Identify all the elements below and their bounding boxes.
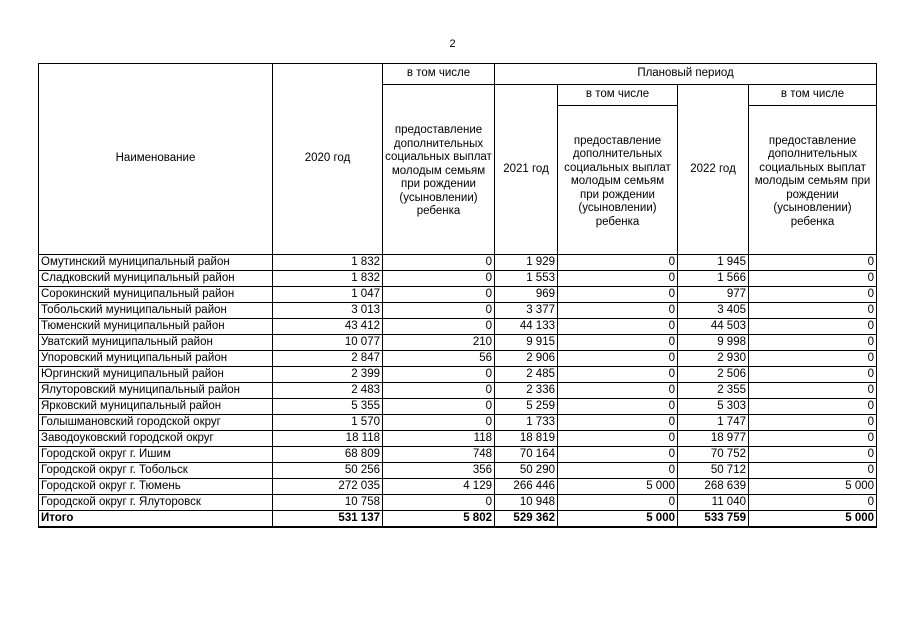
cell-2021-including: 0 [558,399,678,415]
page-number: 2 [449,38,456,50]
table-row [39,287,877,303]
cell-2021-including: 0 [558,319,678,335]
cell-2021-including: 0 [558,255,678,271]
header-row-top [39,64,877,85]
cell-2020: 10 077 [273,335,383,351]
cell-2022-including: 0 [749,303,877,319]
table-body [39,255,877,528]
cell-2022-including: 0 [749,463,877,479]
cell-name: Городской округ г. Ишим [39,447,273,463]
table-row [39,431,877,447]
cell-2020: 1 832 [273,271,383,287]
cell-2020: 1 047 [273,287,383,303]
cell-2020-including: 0 [383,383,495,399]
table-row [39,335,877,351]
cell-2021-including: 0 [558,383,678,399]
cell-2022: 1 566 [678,271,749,287]
header-description-2021: предоставление дополнительных социальных выплат молодым семьям при рождении (усыновлении) ребенка [558,106,678,255]
cell-name: Уватский муниципальный район [39,335,273,351]
table-row [39,399,877,415]
cell-name: Омутинский муниципальный район [39,255,273,271]
cell-2021-including: 0 [558,431,678,447]
cell-2020: 2 483 [273,383,383,399]
cell-2020: 1 832 [273,255,383,271]
cell-2021: 529 362 [495,511,558,528]
cell-2021-including: 5 000 [558,479,678,495]
cell-2020-including: 5 802 [383,511,495,528]
cell-2022-including: 0 [749,415,877,431]
cell-2021: 2 336 [495,383,558,399]
cell-2022: 2 506 [678,367,749,383]
header-including-2021: в том числе [558,85,678,106]
table-row [39,495,877,511]
cell-2020-including: 748 [383,447,495,463]
cell-2020: 50 256 [273,463,383,479]
cell-2020: 68 809 [273,447,383,463]
cell-2022: 18 977 [678,431,749,447]
budget-table [38,63,877,528]
header-description-2022: предоставление дополнительных социальных выплат молодым семьям при рождении (усыновлении) ребенка [749,106,877,255]
cell-2021-including: 0 [558,271,678,287]
cell-name: Сладковский муниципальный район [39,271,273,287]
cell-2022: 9 998 [678,335,749,351]
header-name: Наименование [39,64,273,255]
cell-2021-including: 0 [558,303,678,319]
cell-2021: 969 [495,287,558,303]
cell-2020-including: 0 [383,319,495,335]
cell-2022-including: 0 [749,255,877,271]
cell-2022-including: 0 [749,399,877,415]
cell-2021: 18 819 [495,431,558,447]
cell-2020-including: 0 [383,271,495,287]
cell-2021-including: 0 [558,495,678,511]
cell-2021: 44 133 [495,319,558,335]
cell-2022: 977 [678,287,749,303]
cell-2022-including: 0 [749,367,877,383]
cell-2022: 2 355 [678,383,749,399]
cell-name: Юргинский муниципальный район [39,367,273,383]
cell-2020: 531 137 [273,511,383,528]
cell-2020: 5 355 [273,399,383,415]
cell-2021-including: 0 [558,335,678,351]
cell-2021: 2 906 [495,351,558,367]
cell-2020-including: 210 [383,335,495,351]
cell-2020: 10 758 [273,495,383,511]
table-row [39,255,877,271]
cell-2022: 5 303 [678,399,749,415]
cell-2020-including: 0 [383,255,495,271]
cell-2020-including: 356 [383,463,495,479]
cell-2022: 70 752 [678,447,749,463]
cell-2022-including: 0 [749,495,877,511]
cell-2021: 1 553 [495,271,558,287]
cell-2021: 70 164 [495,447,558,463]
cell-2022-including: 0 [749,447,877,463]
cell-2022-including: 0 [749,351,877,367]
cell-2022: 1 747 [678,415,749,431]
cell-2022: 50 712 [678,463,749,479]
cell-2020-including: 0 [383,367,495,383]
cell-2021: 9 915 [495,335,558,351]
cell-name: Заводоуковский городской округ [39,431,273,447]
cell-2020-including: 118 [383,431,495,447]
cell-name: Упоровский муниципальный район [39,351,273,367]
cell-2021-including: 5 000 [558,511,678,528]
cell-2020: 43 412 [273,319,383,335]
cell-2022: 268 639 [678,479,749,495]
cell-2022: 2 930 [678,351,749,367]
cell-2020-including: 4 129 [383,479,495,495]
table-row [39,415,877,431]
header-year-2020: 2020 год [273,64,383,255]
cell-2022: 44 503 [678,319,749,335]
cell-2021-including: 0 [558,351,678,367]
cell-2020-including: 0 [383,495,495,511]
cell-2021: 50 290 [495,463,558,479]
cell-name: Сорокинский муниципальный район [39,287,273,303]
cell-2021-including: 0 [558,463,678,479]
cell-2020: 1 570 [273,415,383,431]
cell-2020: 2 847 [273,351,383,367]
table-row [39,463,877,479]
cell-2022: 11 040 [678,495,749,511]
table-row [39,351,877,367]
cell-2021-including: 0 [558,447,678,463]
cell-name: Ярковский муниципальный район [39,399,273,415]
table-row [39,303,877,319]
table-row [39,383,877,399]
cell-2022-including: 5 000 [749,479,877,495]
cell-name: Тобольский муниципальный район [39,303,273,319]
cell-2022: 1 945 [678,255,749,271]
cell-2020-including: 0 [383,303,495,319]
cell-2020-including: 0 [383,287,495,303]
cell-2022-including: 0 [749,431,877,447]
header-including-2020: в том числе [383,64,495,85]
cell-2021-including: 0 [558,287,678,303]
cell-2022-including: 0 [749,383,877,399]
table-row [39,367,877,383]
cell-2022-including: 0 [749,335,877,351]
cell-2022-including: 0 [749,319,877,335]
table-row [39,271,877,287]
cell-2020-including: 0 [383,399,495,415]
cell-2021: 1 929 [495,255,558,271]
cell-2021: 1 733 [495,415,558,431]
cell-2020: 272 035 [273,479,383,495]
table-row [39,479,877,495]
cell-2021: 2 485 [495,367,558,383]
cell-2020: 18 118 [273,431,383,447]
cell-name: Итого [39,511,273,528]
cell-2021: 266 446 [495,479,558,495]
total-row [39,511,877,528]
header-including-2022: в том числе [749,85,877,106]
cell-name: Городской округ г. Ялуторовск [39,495,273,511]
cell-name: Городской округ г. Тюмень [39,479,273,495]
header-description-2020: предоставление дополнительных социальных выплат молодым семьям при рождении (усыновлении) ребенка [383,85,495,255]
cell-2021-including: 0 [558,415,678,431]
cell-name: Голышмановский городской округ [39,415,273,431]
table-row [39,319,877,335]
table-row [39,447,877,463]
cell-2020-including: 56 [383,351,495,367]
cell-name: Ялуторовский муниципальный район [39,383,273,399]
cell-name: Городской округ г. Тобольск [39,463,273,479]
cell-2021: 10 948 [495,495,558,511]
header-year-2022: 2022 год [678,85,749,255]
cell-2021-including: 0 [558,367,678,383]
cell-2021: 5 259 [495,399,558,415]
cell-2020: 2 399 [273,367,383,383]
cell-2022-including: 5 000 [749,511,877,528]
cell-2021: 3 377 [495,303,558,319]
cell-2022-including: 0 [749,271,877,287]
cell-2020-including: 0 [383,415,495,431]
cell-name: Тюменский муниципальный район [39,319,273,335]
header-planned-period: Плановый период [495,64,877,85]
cell-2022-including: 0 [749,287,877,303]
cell-2020: 3 013 [273,303,383,319]
cell-2022: 533 759 [678,511,749,528]
header-year-2021: 2021 год [495,85,558,255]
cell-2022: 3 405 [678,303,749,319]
